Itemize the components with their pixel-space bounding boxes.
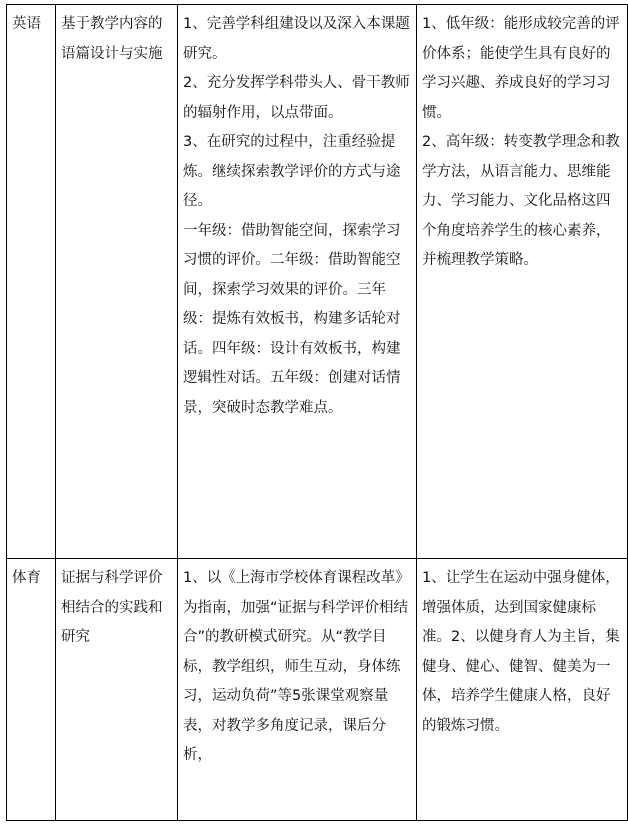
subject-text: 体育 (12, 570, 41, 586)
goals-cell (417, 559, 628, 821)
topic-text: 基于教学内容的语篇设计与实施 (61, 16, 163, 62)
measures-cell (178, 559, 417, 821)
goals-cell (417, 5, 628, 559)
subject-cell (7, 5, 56, 559)
table-row (7, 5, 628, 559)
subject-text: 英语 (12, 16, 41, 32)
measure-paragraph: 1、完善学科组建设以及深入本课题研究。 (183, 16, 410, 62)
subject-cell (7, 559, 56, 821)
measure-paragraph: 3、在研究的过程中，注重经验提炼。继续探索教学评价的方式与途径。 (183, 134, 401, 209)
measure-paragraph: 1、以《上海市学校体育课程改革》为指南，加强“证据与科学评价相结合”的教研模式研究。从“教学目标，教学组织，师生互动，身体练习，运动负荷”等5张课堂观察量表，对教学多角度记录，课后分析， (183, 570, 410, 763)
topic-text: 证据与科学评价相结合的实践和研究 (61, 570, 163, 645)
measures-cell (178, 5, 417, 559)
topic-cell (56, 5, 178, 559)
measure-paragraph: 一年级：借助智能空间，探索学习习惯的评价。二年级：借助智能空间，探索学习效果的评价。三年级：提炼有效板书，构建多话轮对话。四年级：设计有效板书，构建逻辑性对话。五年级：创建对话情景，突破时态教学难点。 (183, 222, 401, 416)
goal-paragraph: 1、让学生在运动中强身健体，增强体质，达到国家健康标准。2、以健身育人为主旨，集健身、健心、健智、健美为一体，培养学生健康人格，良好的锻炼习惯。 (422, 570, 620, 734)
goal-paragraph: 1、低年级：能形成较完善的评价体系；能使学生具有良好的学习兴趣、养成良好的学习习惯。 (422, 16, 620, 121)
topic-cell (56, 559, 178, 821)
research-plan-table (6, 4, 628, 821)
table-row (7, 559, 628, 821)
goal-paragraph: 2、高年级：转变教学理念和教学方法，从语言能力、思维能力、学习能力、文化品格这四个角度培养学生的核心素养，并梳理教学策略。 (422, 134, 620, 268)
measure-paragraph: 2、充分发挥学科带头人、骨干教师的辐射作用，以点带面。 (183, 75, 410, 121)
